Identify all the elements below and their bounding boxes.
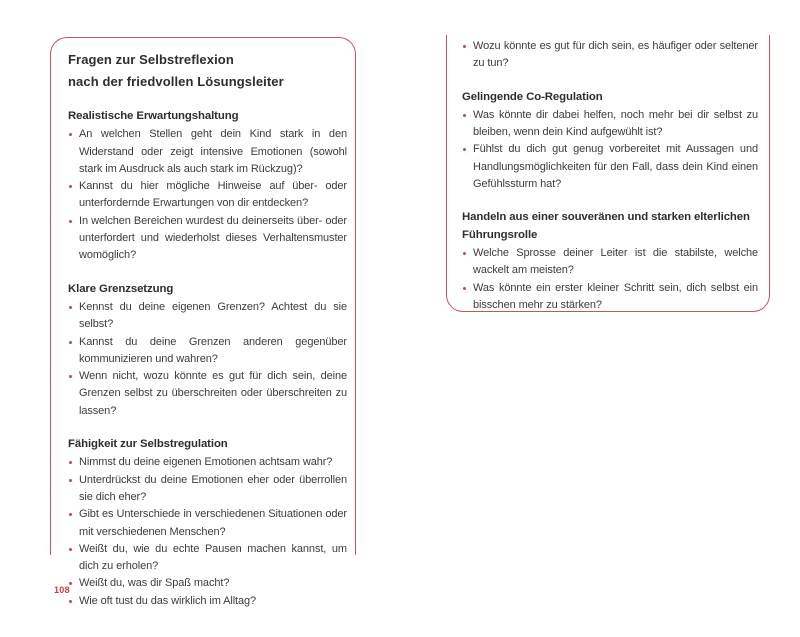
question-text: Kennst du deine eigenen Grenzen? Achtest du sie selbst?: [79, 300, 347, 331]
question-item: [68, 506, 347, 541]
question-text: Weißt du, wie du echte Pausen machen kannst, um dich zu erholen?: [79, 542, 347, 573]
question-text: Nimmst du deine eigenen Emotionen achtsam wahr?: [79, 456, 333, 469]
bullet-icon: [69, 375, 72, 378]
question-item: [68, 126, 347, 178]
bullet-icon: [69, 461, 72, 464]
section-heading: Realistische Erwartungshaltung: [68, 110, 239, 122]
question-text: Wenn nicht, wozu könnte es gut für dich sein, deine Grenzen selbst zu überschreiten oder überschreiten zu lassen?: [79, 370, 347, 417]
question-item: [68, 575, 347, 592]
right-questions-box: [446, 35, 770, 312]
question-text: Gibt es Unterschiede in verschiedenen Situationen oder mit verschiedenen Menschen?: [79, 508, 347, 538]
question-text: Kannst du hier mögliche Hinweise auf über- oder unterfordernde Erwartungen von dir entdecken?: [79, 180, 347, 210]
question-item: [462, 107, 758, 142]
question-item: [462, 245, 758, 280]
question-text: Wie oft tust du das wirklich im Alltag?: [79, 594, 257, 607]
question-text: In welchen Bereichen wurdest du deinerseits über- oder unterfordert und wiederholst dieses Verhaltensmuster womöglich?: [79, 214, 347, 262]
section-heading: Gelingende Co-Regulation: [462, 90, 603, 103]
box-title: [68, 49, 347, 92]
section-heading: Fähigkeit zur Selbstregulation: [68, 438, 228, 451]
question-item: [68, 593, 347, 610]
bullet-icon: [69, 600, 72, 603]
question-item: [68, 472, 347, 507]
question-text: Unterdrückst du deine Emotionen eher oder überrollen sie dich eher?: [79, 473, 347, 503]
section-heading: Klare Grenzsetzung: [68, 282, 174, 295]
section-klare-grenzsetzung: [68, 281, 347, 420]
bullet-icon: [69, 133, 72, 136]
box-title-line1: Fragen zur Selbstreflexion: [68, 52, 234, 67]
bullet-icon: [463, 287, 466, 290]
bullet-icon: [69, 479, 72, 482]
question-text: Was könnte ein erster kleiner Schritt sein, dich selbst ein bisschen mehr zu stärken?: [473, 281, 758, 311]
bullet-icon: [463, 252, 466, 255]
question-item: [68, 299, 347, 334]
section-faehigkeit-zur-selbstregulation: [68, 436, 347, 610]
question-item: [462, 141, 758, 193]
question-text: An welchen Stellen geht dein Kind stark in den Widerstand oder zeigt intensive Emotionen (sowohl stark im Ausdruck als auch stark im Rückzug)?: [79, 128, 347, 175]
question-item: [68, 178, 347, 213]
section-heading: Handeln aus einer souveränen und starken elterlichen Führungsrolle: [462, 211, 750, 241]
question-text: Wozu könnte es gut für dich sein, es häufiger oder seltener zu tun?: [473, 40, 758, 70]
question-item: [68, 334, 347, 369]
question-item: [68, 454, 347, 471]
bullet-icon: [69, 548, 72, 551]
question-text: Kannst du deine Grenzen anderen gegenüber kommunizieren und wahren?: [79, 335, 347, 365]
section-continuation: [462, 38, 758, 73]
section-gelingende-co-regulation: [462, 89, 758, 194]
question-text: Fühlst du dich gut genug vorbereitet mit Aussagen und Handlungsmöglichkeiten für den Fall, dass dein Kind einen Gefühlssturm hat?: [473, 143, 758, 191]
page-number: 108: [54, 585, 70, 595]
bullet-icon: [463, 45, 466, 48]
bullet-icon: [463, 148, 466, 151]
bullet-icon: [69, 220, 72, 223]
question-item: [68, 213, 347, 265]
bullet-icon: [463, 114, 466, 117]
bullet-icon: [69, 341, 72, 344]
box-title-line2: nach der friedvollen Lösungsleiter: [68, 73, 284, 89]
question-text: Was könnte dir dabei helfen, noch mehr bei dir selbst zu bleiben, wenn dein Kind aufgewühlt ist?: [473, 108, 758, 139]
question-item: [462, 38, 758, 73]
section-realistische-erwartungshaltung: [68, 108, 347, 265]
section-handeln-fuehrungsrolle: [462, 209, 758, 314]
bullet-icon: [69, 513, 72, 516]
question-text: Weißt du, was dir Spaß macht?: [79, 577, 230, 590]
question-item: [68, 368, 347, 420]
question-item: [462, 280, 758, 315]
question-text: Welche Sprosse deiner Leiter ist die stabilste, welche wackelt am meisten?: [473, 246, 758, 277]
question-item: [68, 541, 347, 576]
bullet-icon: [69, 185, 72, 188]
bullet-icon: [69, 306, 72, 309]
